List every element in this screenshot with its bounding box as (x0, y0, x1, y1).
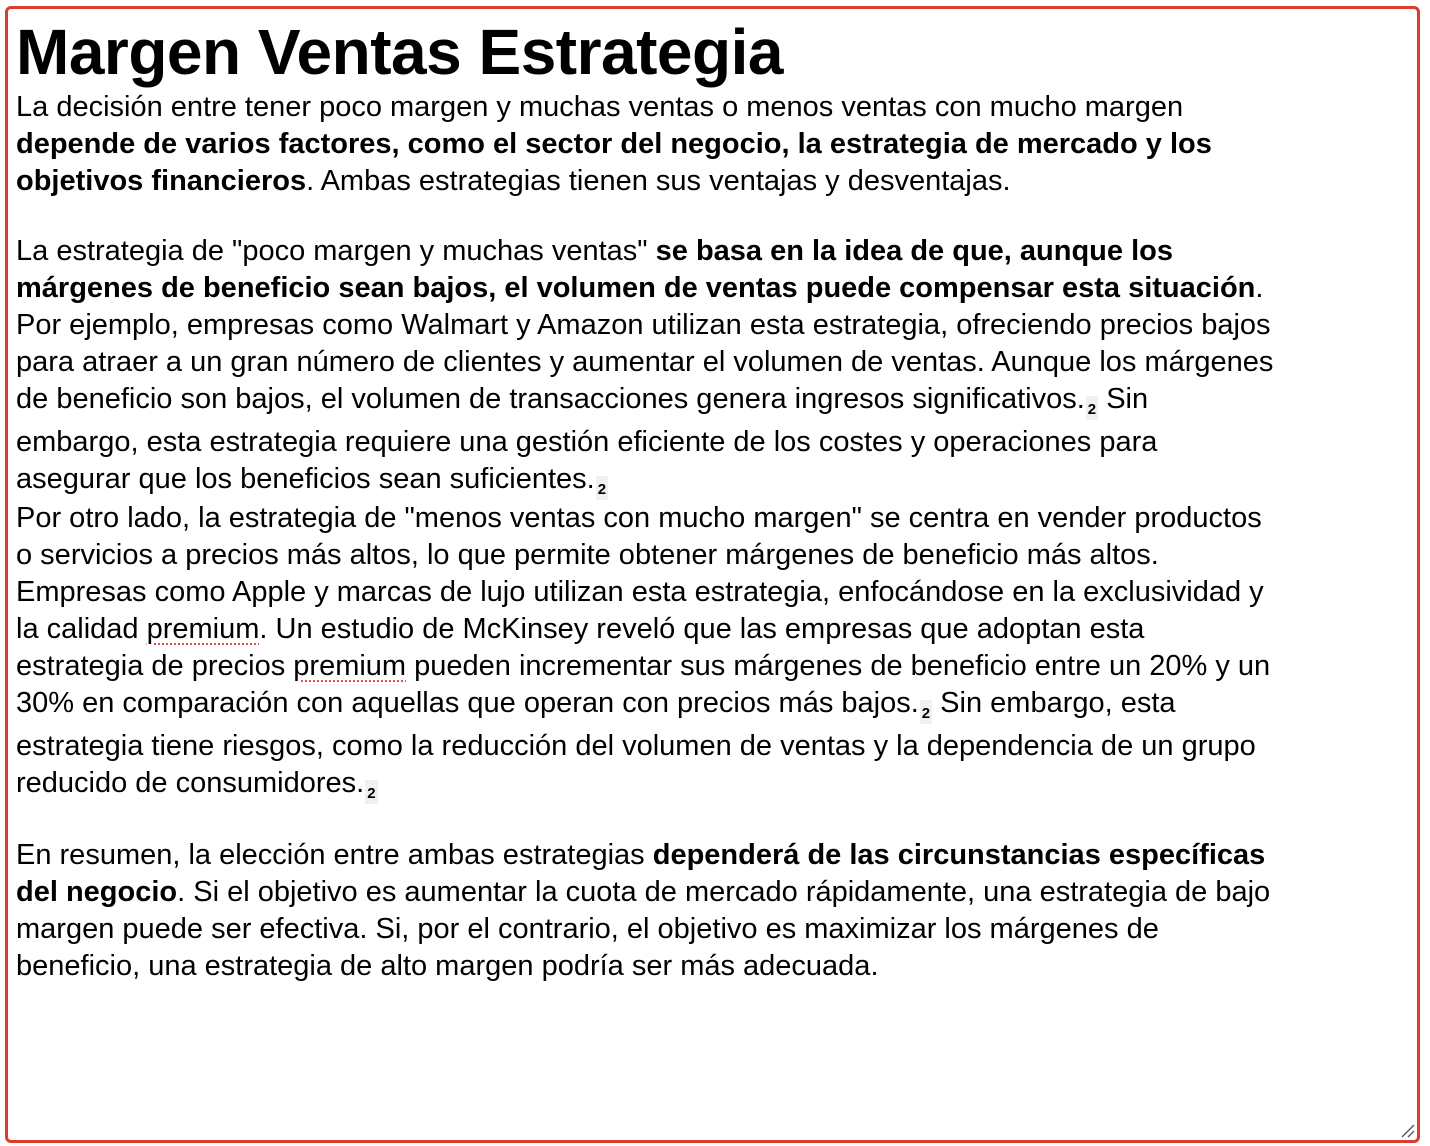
citation-marker[interactable]: 2 (365, 780, 377, 804)
spellcheck-word[interactable]: premium (146, 613, 260, 645)
editor-content[interactable] (16, 9, 1276, 985)
p3-text-b: . Un estudio de McKinsey reveló que las empresas que adoptan esta estrategia de precios (16, 613, 1145, 682)
paragraph-gap (16, 200, 1276, 233)
citation-marker[interactable]: 2 (1086, 396, 1098, 420)
p2-text-c: . Por ejemplo, empresas como Walmart y Amazon utilizan esta estrategia, ofreciendo precios bajos para atraer a un gran número de clientes y aumentar el volumen de ventas. Aunque los márgenes de beneficio son bajos, el volumen de transacciones genera ingresos significativos. (16, 272, 1274, 415)
p4-text-c: . Si el objetivo es aumentar la cuota de mercado rápidamente, una estrategia de bajo margen puede ser efectiva. Si, por el contrario, el objetivo es maximizar los márgenes de beneficio, una estrategia de alto margen podría ser más adecuada. (16, 876, 1271, 982)
resize-handle-icon[interactable] (1399, 1122, 1415, 1138)
p2-text-a: La estrategia de "poco margen y muchas ventas" (16, 235, 656, 267)
spellcheck-word[interactable]: premium (293, 650, 407, 682)
text-editor[interactable] (5, 6, 1420, 1143)
p4-text-a: En resumen, la elección entre ambas estrategias (16, 839, 653, 871)
citation-marker[interactable]: 2 (596, 476, 608, 500)
p1-bold: depende de varios factores, como el sector del negocio, la estrategia de mercado y los objetivos financieros (16, 128, 1212, 197)
p3-text-d: Sin embargo, esta estrategia tiene riesgos, como la reducción del volumen de ventas y la dependencia de un grupo reducido de consumidores. (16, 687, 1256, 799)
paragraph-2 (16, 233, 1276, 500)
p4-bold: dependerá de las circunstancias específicas del negocio (16, 839, 1266, 908)
paragraph-gap (16, 804, 1276, 837)
p2-text-d: Sin embargo, esta estrategia requiere una gestión eficiente de los costes y operaciones para asegurar que los beneficios sean suficientes. (16, 383, 1158, 495)
document-title: Margen Ventas Estrategia (16, 16, 783, 88)
p1-text-a: La decisión entre tener poco margen y muchas ventas o menos ventas con mucho margen (16, 91, 1184, 123)
paragraph-4 (16, 837, 1276, 985)
p3-text-a: Por otro lado, la estrategia de "menos ventas con mucho margen" se centra en vender productos o servicios a precios más altos, lo que permite obtener márgenes de beneficio más altos. Empresas como Apple y marcas de lujo utilizan esta estrategia, enfocándose en la exclusividad y la calidad (16, 502, 1264, 645)
p1-text-c: . Ambas estrategias tienen sus ventajas y desventajas. (306, 165, 1011, 197)
citation-marker[interactable]: 2 (920, 700, 932, 724)
p3-text-c: pueden incrementar sus márgenes de beneficio entre un 20% y un 30% en comparación con aquellas que operan con precios más bajos. (16, 650, 1271, 719)
paragraph-3 (16, 500, 1276, 804)
paragraph-1 (16, 89, 1276, 200)
p2-bold: se basa en la idea de que, aunque los márgenes de beneficio sean bajos, el volumen de ventas puede compensar esta situación (16, 235, 1256, 304)
